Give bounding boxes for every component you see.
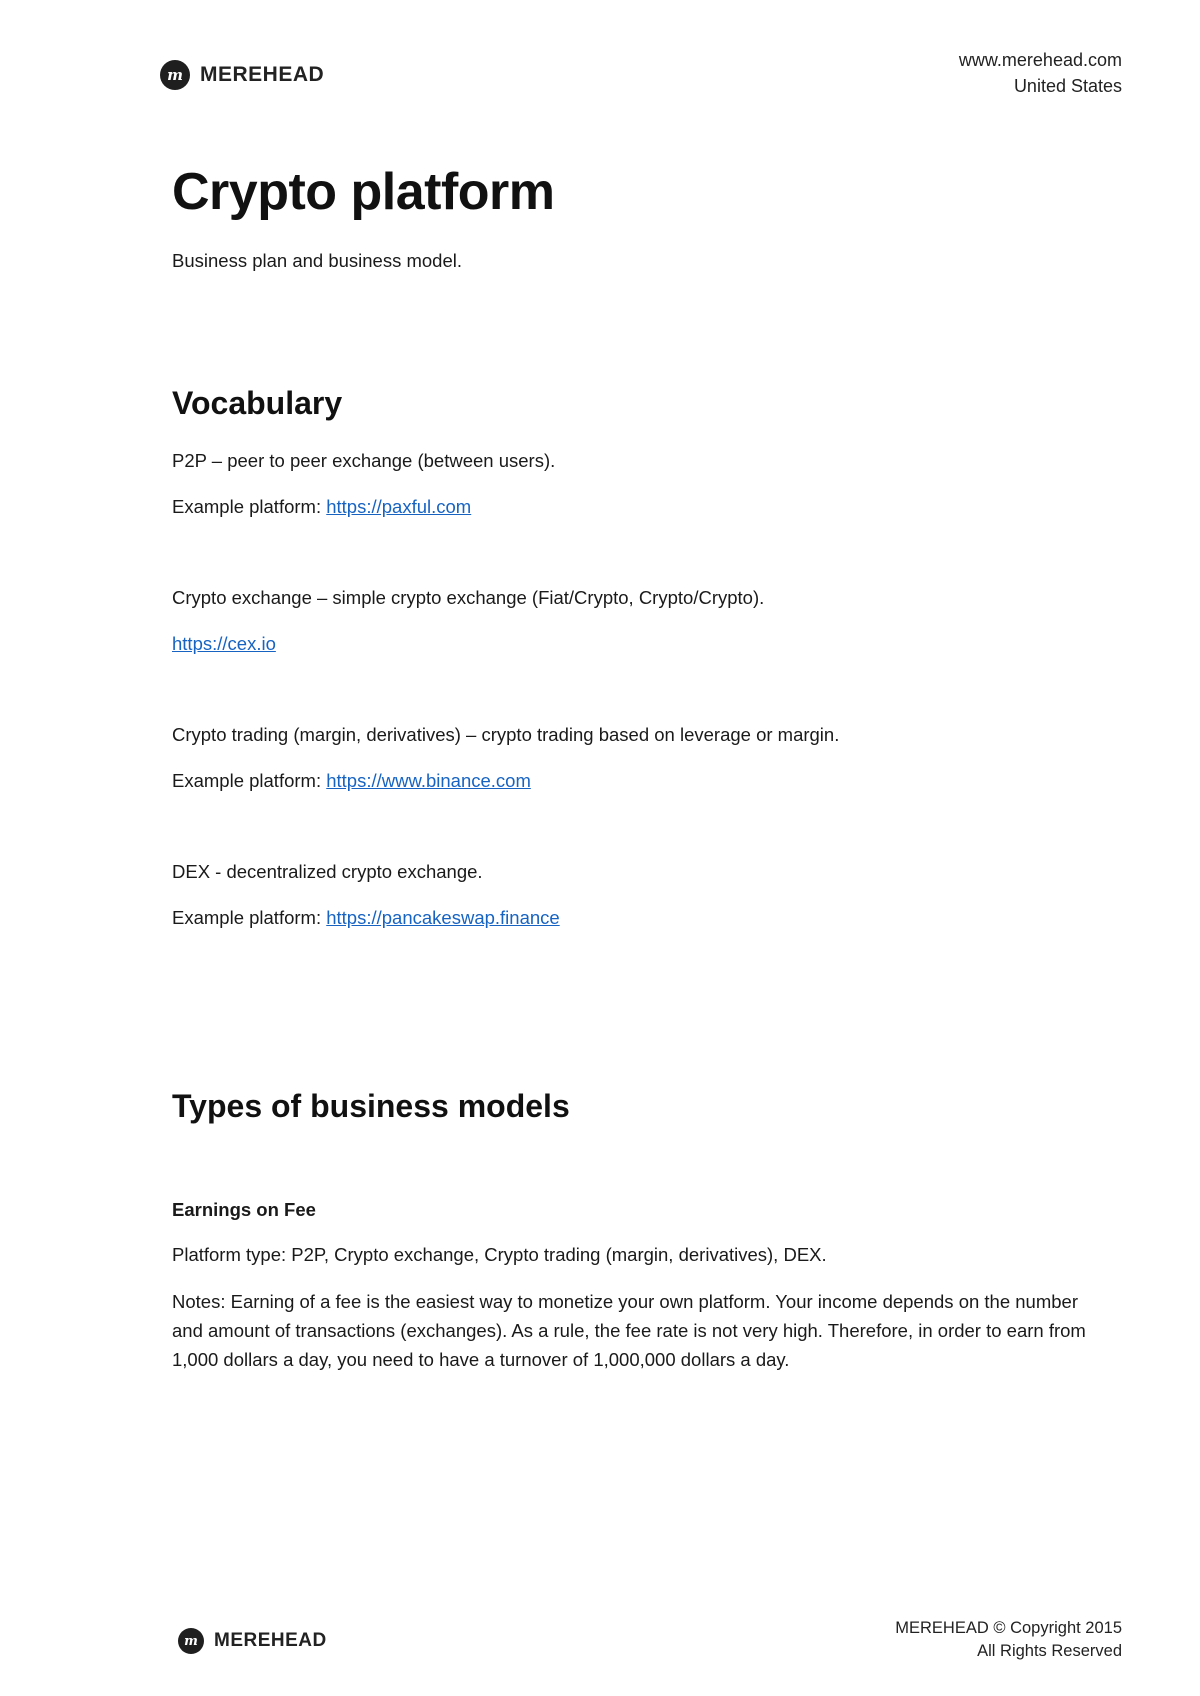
trading-example-label: Example platform: [172,770,327,791]
fee-heading: Earnings on Fee [172,1199,316,1220]
trading-definition: Crypto trading (margin, derivatives) – crypto trading based on leverage or margin. [172,724,840,745]
fee-platform-type: Platform type: P2P, Crypto exchange, Crypto trading (margin, derivatives), DEX. [172,1244,827,1265]
footer-rights: All Rights Reserved [977,1642,1122,1660]
header-logo-text: MEREHEAD [200,63,325,86]
fee-notes: Notes: Earning of a fee is the easiest way to monetize your own platform. Your income depends on the number and amount of transactions (exchanges). As a rule, the fee rate is not very high. Therefore, in order to earn from 1,000 dollars a day, you need to have a turnover of 1,000,000 dollars a day. [172,1291,1086,1370]
business-models-heading: Types of business models [172,1088,570,1124]
header-logo [160,60,324,90]
pancakeswap-link[interactable]: https://pancakeswap.finance [326,907,560,928]
paxful-link[interactable]: https://paxful.com [326,496,472,517]
cex-link[interactable]: https://cex.io [172,633,276,654]
footer-copyright: MEREHEAD © Copyright 2015 [895,1619,1122,1637]
binance-link[interactable]: https://www.binance.com [326,770,531,791]
header-contact [959,47,1122,99]
page-title: Crypto platform [172,163,555,221]
p2p-definition: P2P – peer to peer exchange (between users). [172,450,556,471]
header-country: United States [1013,76,1122,96]
vocabulary-heading: Vocabulary [172,385,343,421]
merehead-logo-icon: m [160,60,190,90]
exchange-example [172,633,276,655]
footer-logo-text: MEREHEAD [214,1630,327,1651]
exchange-definition: Crypto exchange – simple crypto exchange (Fiat/Crypto, Crypto/Crypto). [172,587,765,608]
trading-example [172,770,531,792]
header-website: www.merehead.com [958,50,1122,70]
dex-example-label: Example platform: [172,907,327,928]
page-subtitle: Business plan and business model. [172,250,463,271]
footer-copyright-block [895,1617,1122,1663]
footer-logo [178,1628,327,1654]
p2p-example-label: Example platform: [172,496,327,517]
merehead-logo-icon: m [178,1628,204,1654]
dex-definition: DEX - decentralized crypto exchange. [172,861,483,882]
p2p-example [172,496,471,518]
dex-example [172,907,560,929]
